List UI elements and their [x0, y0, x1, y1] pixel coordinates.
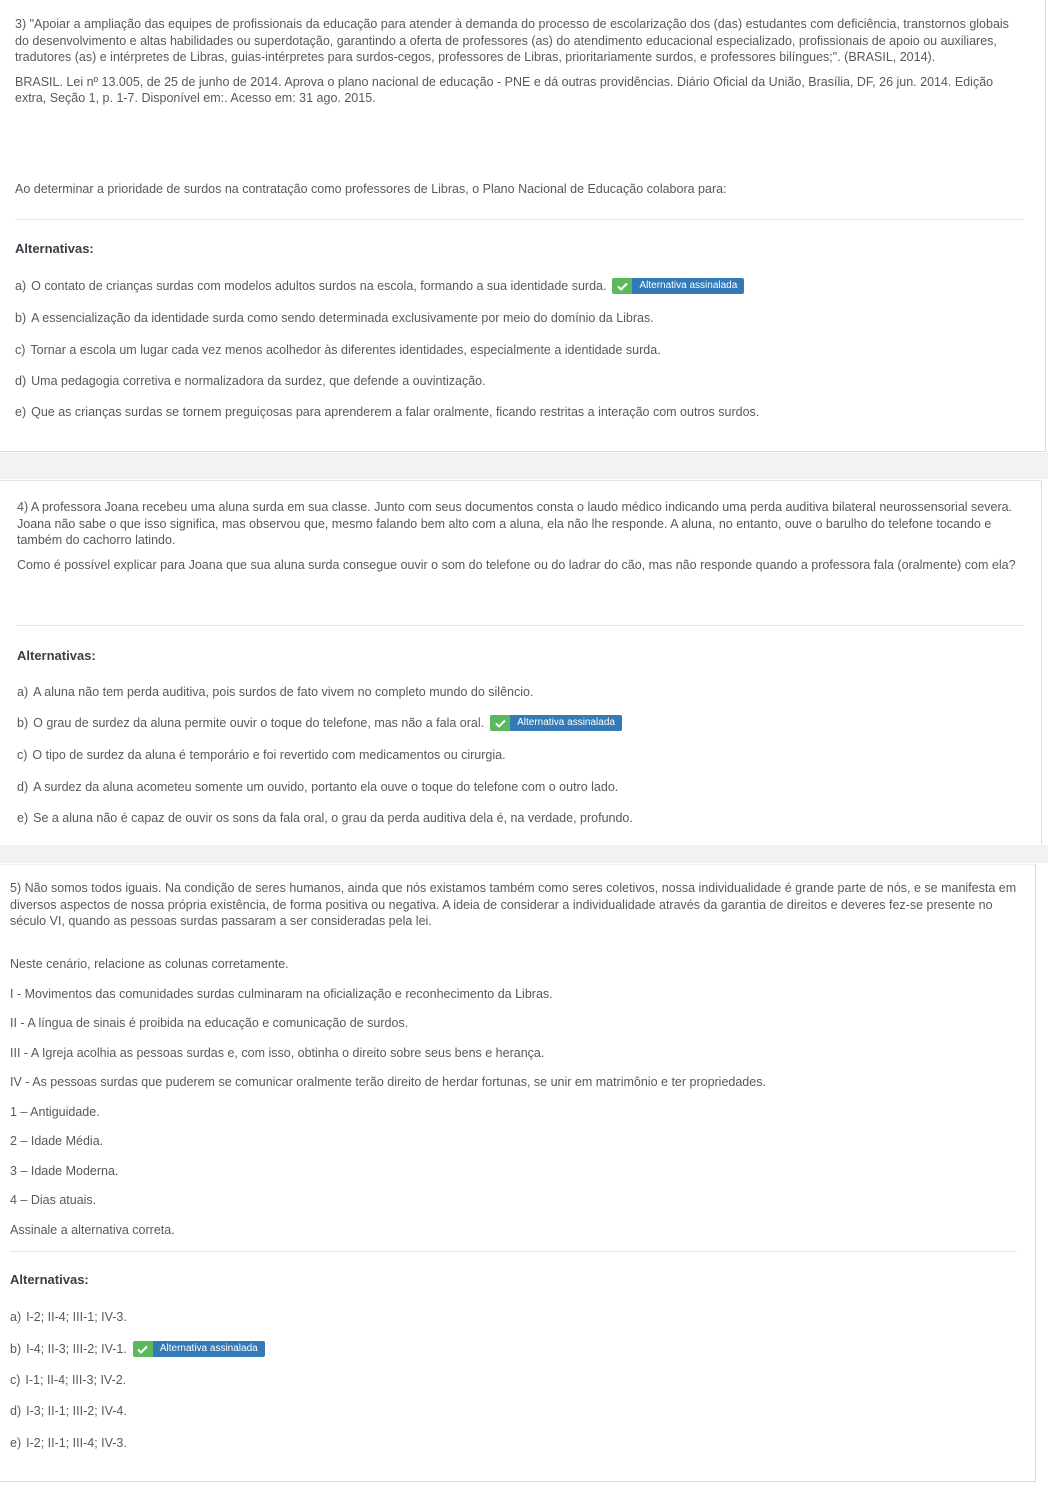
- question-reference: BRASIL. Lei nº 13.005, de 25 de junho de 2014. Aprova o plano nacional de educação - PNE e dá outras providências. Diário Oficial da União, Brasília, DF, 26 jun. 2014. Edição extra, Seção 1, p. 1-7. Disponível em:. Acesso em: 31 ago. 2015.: [15, 74, 994, 106]
- alternatives-title: Alternativas:: [15, 241, 94, 256]
- check-icon: [612, 278, 632, 294]
- alternative-letter: e): [15, 405, 27, 419]
- alternative-letter: d): [10, 1404, 22, 1418]
- alternative-d[interactable]: [10, 1403, 1017, 1419]
- column-item-ii: II - A língua de sinais é proibida na educação e comunicação de surdos.: [10, 1016, 409, 1030]
- instruction-text: Neste cenário, relacione as colunas corretamente.: [10, 957, 289, 971]
- alternative-letter: d): [15, 374, 27, 388]
- question-statement: 4) A professora Joana recebeu uma aluna surda em sua classe. Junto com seus documentos consta o laudo médico indicando uma perda auditiva bilateral neurossensorial severa. Joana não sabe o que isso significa, mas observou que, mesmo falando bem alto com a aluna, ela não lhe responde. A aluna, no entanto, ouve o barulho do telefone tocando e também do cachorro latindo.: [17, 500, 1013, 548]
- alternative-text: Que as crianças surdas se tornem preguiçosas para aprenderem a falar oralmente, ficando restritas a interação com outros surdos.: [31, 405, 760, 419]
- alternative-letter: c): [17, 748, 28, 762]
- alternatives-title: Alternativas:: [10, 1272, 89, 1287]
- column-item-4: 4 – Dias atuais.: [10, 1193, 97, 1207]
- question-prompt: Assinale a alternativa correta.: [10, 1222, 175, 1237]
- alternative-text: Uma pedagogia corretiva e normalizadora da surdez, que defende a ouvintização.: [31, 374, 486, 388]
- badge-label: Alternativa assinalada: [153, 1341, 265, 1357]
- column-item-1: 1 – Antiguidade.: [10, 1104, 100, 1119]
- column-item-2: 2 – Idade Média.: [10, 1134, 104, 1148]
- alternative-e[interactable]: [10, 1435, 1017, 1451]
- question-statement: 5) Não somos todos iguais. Na condição de seres humanos, ainda que nós existamos também como seres coletivos, nossa individualidade é grande parte de nós, e se manifesta em diversos aspectos de nossa própria existência, de forma positiva ou negativa. A ideia de considerar a individualidade através da garantia de direitos e deveres fez-se presente no século VI, quando as pessoas surdas passaram a ser consideradas pela lei.: [10, 881, 1017, 929]
- column-item-iv: IV - As pessoas surdas que puderem se comunicar oralmente terão direito de herdar fortunas, se unir em matrimônio e ter propriedades.: [10, 1075, 766, 1089]
- alternative-letter: b): [17, 716, 29, 730]
- alternative-text: I-1; II-4; III-3; IV-2.: [25, 1373, 127, 1387]
- alternative-text: I-2; II-1; III-4; IV-3.: [26, 1436, 127, 1450]
- alternative-text: A aluna não tem perda auditiva, pois surdos de fato vivem no completo mundo do silêncio.: [33, 685, 534, 699]
- question-card-5: [0, 864, 1036, 1482]
- question-prompt: Ao determinar a prioridade de surdos na contratação como professores de Libras, o Plano Nacional de Educação colabora para:: [15, 182, 727, 196]
- alternative-letter: a): [17, 685, 29, 699]
- badge-label: Alternativa assinalada: [510, 715, 622, 731]
- alternative-c[interactable]: [17, 747, 1023, 763]
- question-prompt: Como é possível explicar para Joana que sua aluna surda consegue ouvir o som do telefone ou do ladrar do cão, mas não responde quando a professora fala (oralmente) com ela?: [17, 557, 1016, 572]
- column-item-iii: III - A Igreja acolhia as pessoas surdas e, com isso, obtinha o direito sobre seus bens e herança.: [10, 1045, 545, 1060]
- alternative-text: O contato de crianças surdas com modelos adultos surdos na escola, formando a sua identidade surda.: [31, 279, 607, 293]
- alternative-b[interactable]: [10, 1341, 1017, 1357]
- alternative-letter: a): [10, 1310, 22, 1324]
- question-card-4: [0, 480, 1042, 844]
- alternative-d[interactable]: [17, 779, 1023, 795]
- selected-answer-badge: [490, 715, 622, 731]
- alternative-text: O grau de surdez da aluna permite ouvir o toque do telefone, mas não a fala oral.: [33, 716, 485, 730]
- card-gap: [0, 453, 1048, 479]
- alternative-e[interactable]: [17, 810, 1023, 826]
- column-item-3: 3 – Idade Moderna.: [10, 1163, 119, 1178]
- alternative-text: A essencialização da identidade surda como sendo determinada exclusivamente por meio do domínio da Libras.: [31, 311, 654, 325]
- alternative-letter: b): [10, 1342, 22, 1356]
- divider: [15, 219, 1023, 220]
- alternative-text: Tornar a escola um lugar cada vez menos acolhedor às diferentes identidades, especialmente a identidade surda.: [30, 343, 661, 357]
- alternative-letter: e): [17, 811, 29, 825]
- divider: [17, 625, 1023, 626]
- badge-label: Alternativa assinalada: [632, 278, 744, 294]
- divider: [10, 1251, 1017, 1252]
- alternative-text: O tipo de surdez da aluna é temporário e foi revertido com medicamentos ou cirurgia.: [32, 748, 506, 762]
- alternative-b[interactable]: [17, 715, 1023, 731]
- alternative-letter: e): [10, 1436, 22, 1450]
- alternative-text: I-3; II-1; III-2; IV-4.: [26, 1404, 127, 1418]
- alternative-c[interactable]: [10, 1372, 1017, 1388]
- check-icon: [490, 715, 510, 731]
- alternative-text: A surdez da aluna acometeu somente um ouvido, portanto ela ouve o toque do telefone com o outro lado.: [33, 780, 619, 794]
- alternative-d[interactable]: [15, 373, 1023, 389]
- check-icon: [133, 1341, 153, 1357]
- selected-answer-badge: [133, 1341, 265, 1357]
- alternative-letter: a): [15, 279, 27, 293]
- column-item-i: I - Movimentos das comunidades surdas culminaram na oficialização e reconhecimento da Libras.: [10, 986, 553, 1001]
- question-card-3: [0, 0, 1046, 452]
- alternative-letter: b): [15, 311, 27, 325]
- alternative-text: Se a aluna não é capaz de ouvir os sons da fala oral, o grau da perda auditiva dela é, na verdade, profundo.: [33, 811, 633, 825]
- selected-answer-badge: [612, 278, 744, 294]
- alternative-a[interactable]: [17, 684, 1023, 700]
- alternatives-title: Alternativas:: [17, 648, 96, 663]
- alternative-a[interactable]: [15, 278, 1023, 294]
- alternative-letter: c): [10, 1373, 21, 1387]
- alternative-letter: c): [15, 343, 26, 357]
- alternative-c[interactable]: [15, 342, 1023, 358]
- alternative-e[interactable]: [15, 404, 1023, 420]
- alternative-text: I-2; II-4; III-1; IV-3.: [26, 1310, 127, 1324]
- card-gap: [0, 845, 1048, 863]
- alternative-b[interactable]: [15, 310, 1023, 326]
- alternative-letter: d): [17, 780, 29, 794]
- alternative-a[interactable]: [10, 1309, 1017, 1325]
- alternative-text: I-4; II-3; III-2; IV-1.: [26, 1342, 127, 1356]
- question-statement: 3) "Apoiar a ampliação das equipes de profissionais da educação para atender à demanda do processo de escolarização dos (das) estudantes com deficiência, transtornos globais do desenvolvimento e altas habilidades ou superdotação, garantindo a oferta de professores (as) do atendimento educacional especializado, profissionais de apoio ou auxiliares, tradutores (as) e intérpretes de Libras, guias-intérpretes para surdos-cegos, professores de Libras, prioritariamente surdos, e professores bilíngues;". (BRASIL, 2014).: [15, 17, 1009, 65]
